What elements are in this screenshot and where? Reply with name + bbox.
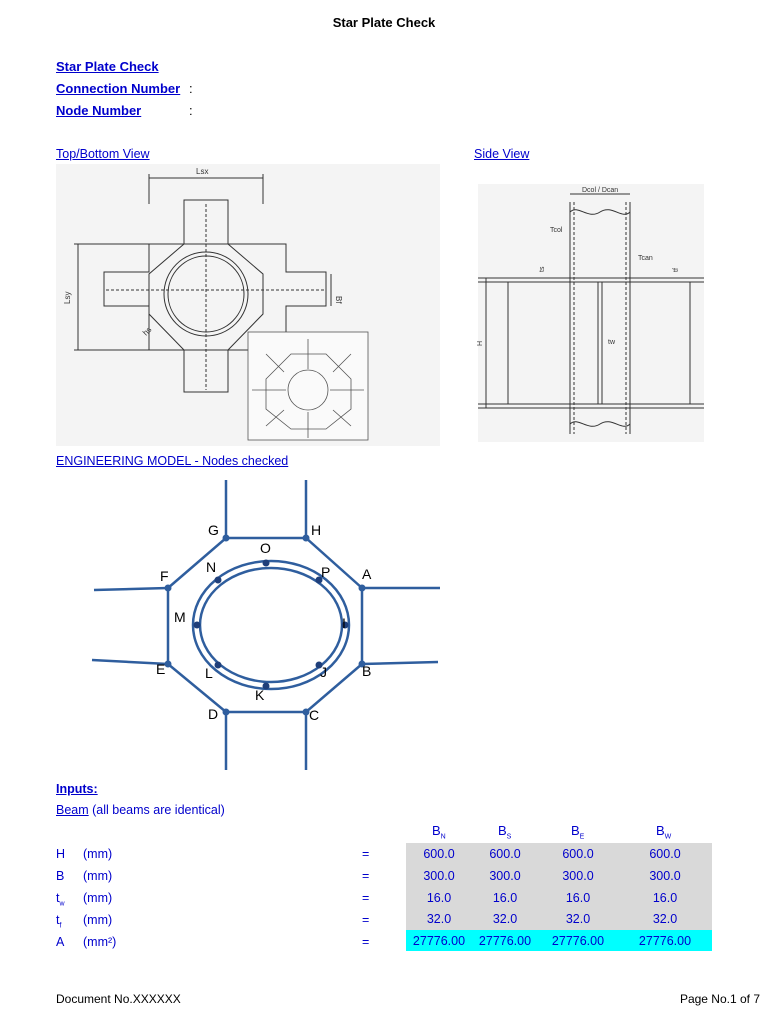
node-l-label: L (205, 665, 213, 681)
row-tf-unit: (mm) (83, 913, 113, 927)
h-value-bw[interactable]: 600.0 (649, 847, 681, 861)
row-symbol-sub: w (59, 900, 65, 908)
row-a-equals: = (362, 935, 370, 949)
column-header-main: B (571, 823, 580, 838)
node-k-label: K (255, 687, 265, 703)
lsy-label: Lsy (63, 291, 72, 304)
b-value-bn[interactable]: 300.0 (423, 869, 455, 883)
node-number-link[interactable]: Node Number (56, 103, 142, 118)
row-tf-equals: = (362, 913, 370, 927)
node-d-label: D (208, 706, 219, 722)
column-header-bn (432, 823, 446, 841)
node-h-label: H (311, 522, 322, 538)
tw-value-bw[interactable]: 16.0 (652, 891, 678, 905)
node-e-label: E (156, 661, 166, 677)
tf-label: tf (673, 268, 680, 272)
node-m-label: M (174, 609, 186, 625)
node-j-label: J (320, 664, 327, 680)
node-a-label: A (362, 566, 372, 582)
tcan-label: Tcan (638, 255, 653, 262)
b-value-bs[interactable]: 300.0 (489, 869, 521, 883)
beam-link[interactable]: Beam (56, 803, 89, 817)
engineering-model-heading[interactable]: ENGINEERING MODEL - Nodes checked (56, 454, 289, 468)
b-value-bw[interactable]: 300.0 (649, 869, 681, 883)
tw-value-be[interactable]: 16.0 (565, 891, 591, 905)
node-c-label: C (309, 707, 320, 723)
a-value-be: 27776.00 (551, 934, 605, 948)
node-b-label: B (362, 663, 372, 679)
top-bottom-view-heading[interactable]: Top/Bottom View (56, 147, 150, 161)
star-plate-check-link[interactable]: Star Plate Check (56, 59, 159, 74)
connection-number-colon: : (189, 81, 193, 96)
row-h-equals: = (362, 847, 370, 861)
h-value-bs[interactable]: 600.0 (489, 847, 521, 861)
column-header-main: B (656, 823, 665, 838)
row-tw-symbol (56, 891, 65, 908)
top-view-drawing (56, 164, 440, 446)
page-title: Star Plate Check (332, 15, 436, 30)
column-header-bs (498, 823, 511, 841)
inputs-heading: Inputs: (56, 782, 98, 796)
node-f-label: F (160, 568, 169, 584)
column-header-bw (656, 823, 671, 841)
row-a-symbol (56, 935, 64, 949)
column-header-main: B (432, 823, 441, 838)
node-n-label: N (206, 559, 217, 575)
row-symbol: t (56, 913, 60, 927)
column-header-sub: W (664, 833, 672, 841)
row-tw-unit: (mm) (83, 891, 113, 905)
node-p-label: P (321, 564, 331, 580)
beam-note: (all beams are identical) (88, 803, 225, 817)
column-header-sub: N (440, 833, 446, 841)
h-value-bn[interactable]: 600.0 (423, 847, 455, 861)
tf-value-bw[interactable]: 32.0 (652, 912, 678, 926)
h-value-be[interactable]: 600.0 (562, 847, 594, 861)
document-number: Document No.XXXXXX (56, 992, 181, 1006)
connection-number-link[interactable]: Connection Number (56, 81, 181, 96)
hs-label: hs (141, 325, 154, 338)
tw-label: tw (608, 339, 615, 346)
row-tf-symbol (56, 913, 61, 930)
h-label: H (477, 340, 484, 346)
tf-value-bn[interactable]: 32.0 (426, 912, 452, 926)
page-number: Page No.1 of 7 (679, 992, 760, 1006)
row-a-unit: (mm²) (83, 935, 117, 949)
row-symbol: t (56, 891, 60, 905)
row-symbol: B (56, 869, 65, 883)
a-value-bn: 27776.00 (412, 934, 466, 948)
a-value-bs: 27776.00 (478, 934, 532, 948)
row-symbol: A (56, 935, 65, 949)
column-header-be (571, 823, 584, 841)
row-b-symbol (56, 869, 64, 883)
b-value-be[interactable]: 300.0 (562, 869, 594, 883)
row-b-unit: (mm) (83, 869, 113, 883)
lsx-label: Lsx (196, 167, 209, 176)
row-b-equals: = (362, 869, 370, 883)
side-view-drawing (478, 184, 704, 442)
tf-value-be[interactable]: 32.0 (565, 912, 591, 926)
a-value-bw: 27776.00 (638, 934, 692, 948)
node-o-label: O (260, 540, 271, 556)
column-header-main: B (498, 823, 507, 838)
row-symbol-sub: f (59, 922, 62, 930)
bf-label: Bf (334, 296, 343, 304)
dcol-label: Dcol / Dcan (582, 187, 619, 194)
row-tw-equals: = (362, 891, 370, 905)
ts-label: ts (539, 266, 546, 272)
row-h-unit: (mm) (83, 847, 113, 861)
node-i-label: I (342, 615, 346, 631)
beam-heading (56, 803, 225, 817)
column-header-sub: E (579, 833, 585, 841)
tw-value-bn[interactable]: 16.0 (426, 891, 452, 905)
tcol-label: Tcol (550, 227, 563, 234)
side-view-heading[interactable]: Side View (474, 147, 530, 161)
node-number-colon: : (189, 103, 193, 118)
row-h-symbol (56, 847, 65, 861)
tf-value-bs[interactable]: 32.0 (492, 912, 518, 926)
node-g-label: G (208, 522, 219, 538)
row-symbol: H (56, 847, 66, 861)
tw-value-bs[interactable]: 16.0 (492, 891, 518, 905)
engineering-model-diagram (0, 470, 460, 780)
column-header-sub: S (506, 833, 512, 841)
